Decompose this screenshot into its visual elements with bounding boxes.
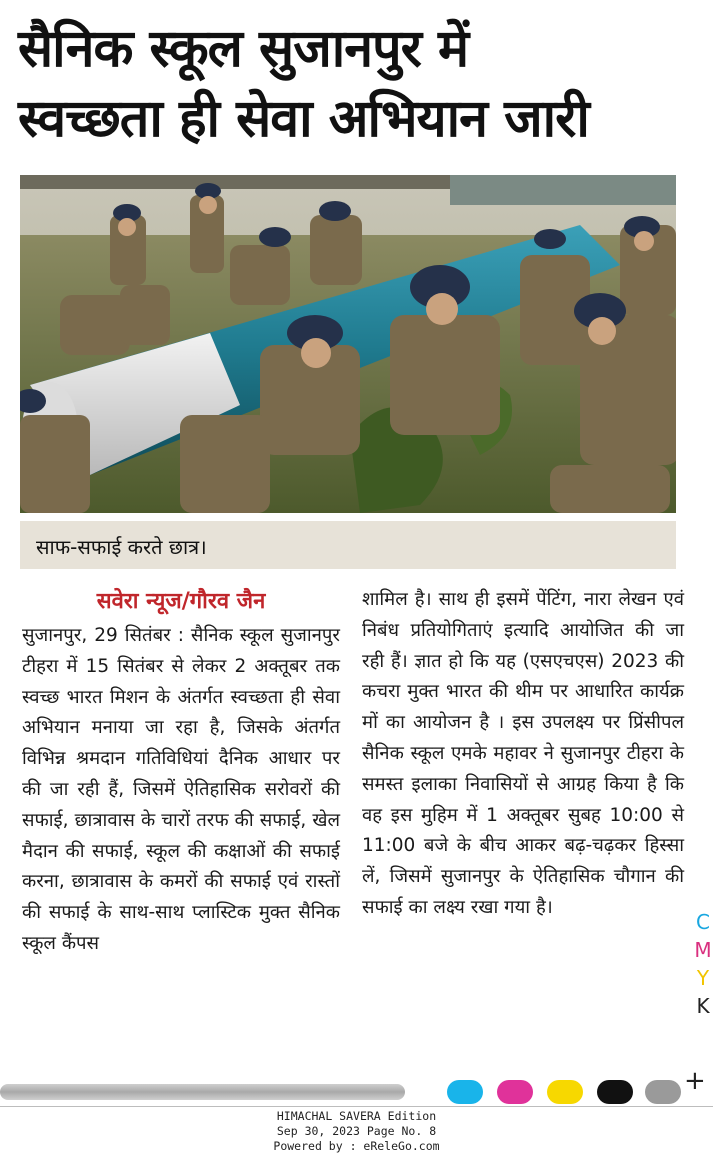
byline: सवेरा न्यूज/गौरव जैन (96, 589, 266, 614)
swatch-black (597, 1080, 633, 1104)
footer-date-page: Sep 30, 2023 Page No. 8 (276, 1124, 437, 1138)
photo-caption-bar (20, 521, 676, 569)
article-text-left: सुजानपुर, 29 सितंबर : सैनिक स्कूल सुजानपुर टीहरा में 15 सितंबर से लेकर 2 अक्तूबर तक स्वच्छ भारत मिशन के अंतर्गत स्वच्छता ही सेवा अभियान मनाया जा रहा है, जिसके अंतर्गत विभिन्न श्रमदान गतिविधियां दैनिक आधार पर की जा रही हैं, जिसमें ऐतिहासिक सरोवरों की सफाई, छात्रावास के चारों तरफ की सफाई, खेल मैदान की सफाई, स्कूल की कक्षाओं की सफाई करना, छात्रावास के कमरों की सफाई एवं रास्तों की सफाई के साथ-साथ प्लास्टिक मुक्त सैनिक स्कूल कैंपस (22, 625, 340, 954)
swatch-yellow (547, 1080, 583, 1104)
cmyk-m-label: M (694, 938, 712, 962)
photo-caption: साफ-सफाई करते छात्र। (36, 535, 207, 559)
print-grey-strip (0, 1084, 405, 1100)
swatch-magenta (497, 1080, 533, 1104)
news-photo-illustration (20, 175, 676, 513)
article-text-right: शामिल है। साथ ही इसमें पेंटिंग, नारा लेखन एवं निबंध प्रतियोगिताएं इत्यादि आयोजित की जा रही हैं। ज्ञात हो कि यह (एसएचएस) 2023 की कचरा मुक्त भारत की थीम पर आधारित कार्यक्र मों का आयोजन है । इस उपलक्ष्य पर प्रिंसीपल सैनिक स्कूल एमके महावर ने सुजानपुर टीहरा के समस्त इलाका निवासियों से आग्रह किया है कि वह इस मुहिम में 1 अक्तूबर सुबह 10:00 से 11:00 बजे के बीच आकर बढ़-चढ़कर हिस्सा लें, जिसमें सुजानपुर के ऐतिहासिक चौगान की सफाई का लक्ष्य रखा गया है। (362, 589, 684, 918)
edition-footer (0, 1109, 713, 1154)
article-column-right (362, 585, 684, 924)
swatch-cyan (447, 1080, 483, 1104)
footer-divider (0, 1106, 713, 1107)
footer-edition: HIMACHAL SAVERA Edition (276, 1109, 437, 1123)
headline-line-2: स्वच्छता ही सेवा अभियान जारी (18, 89, 589, 149)
headline (18, 14, 698, 154)
article-column-left (22, 585, 340, 960)
registration-plus-icon: + (684, 1066, 706, 1096)
cmyk-c-label: C (696, 910, 710, 934)
cmyk-y-label: Y (696, 966, 710, 990)
headline-line-1: सैनिक स्कूल सुजानपुर में (18, 19, 469, 79)
footer-powered-by: Powered by : eReleGo.com (273, 1139, 440, 1153)
swatch-grey (645, 1080, 681, 1104)
cmyk-registration-labels (694, 908, 712, 1020)
news-photo (20, 175, 676, 513)
cmyk-k-label: K (696, 994, 710, 1018)
